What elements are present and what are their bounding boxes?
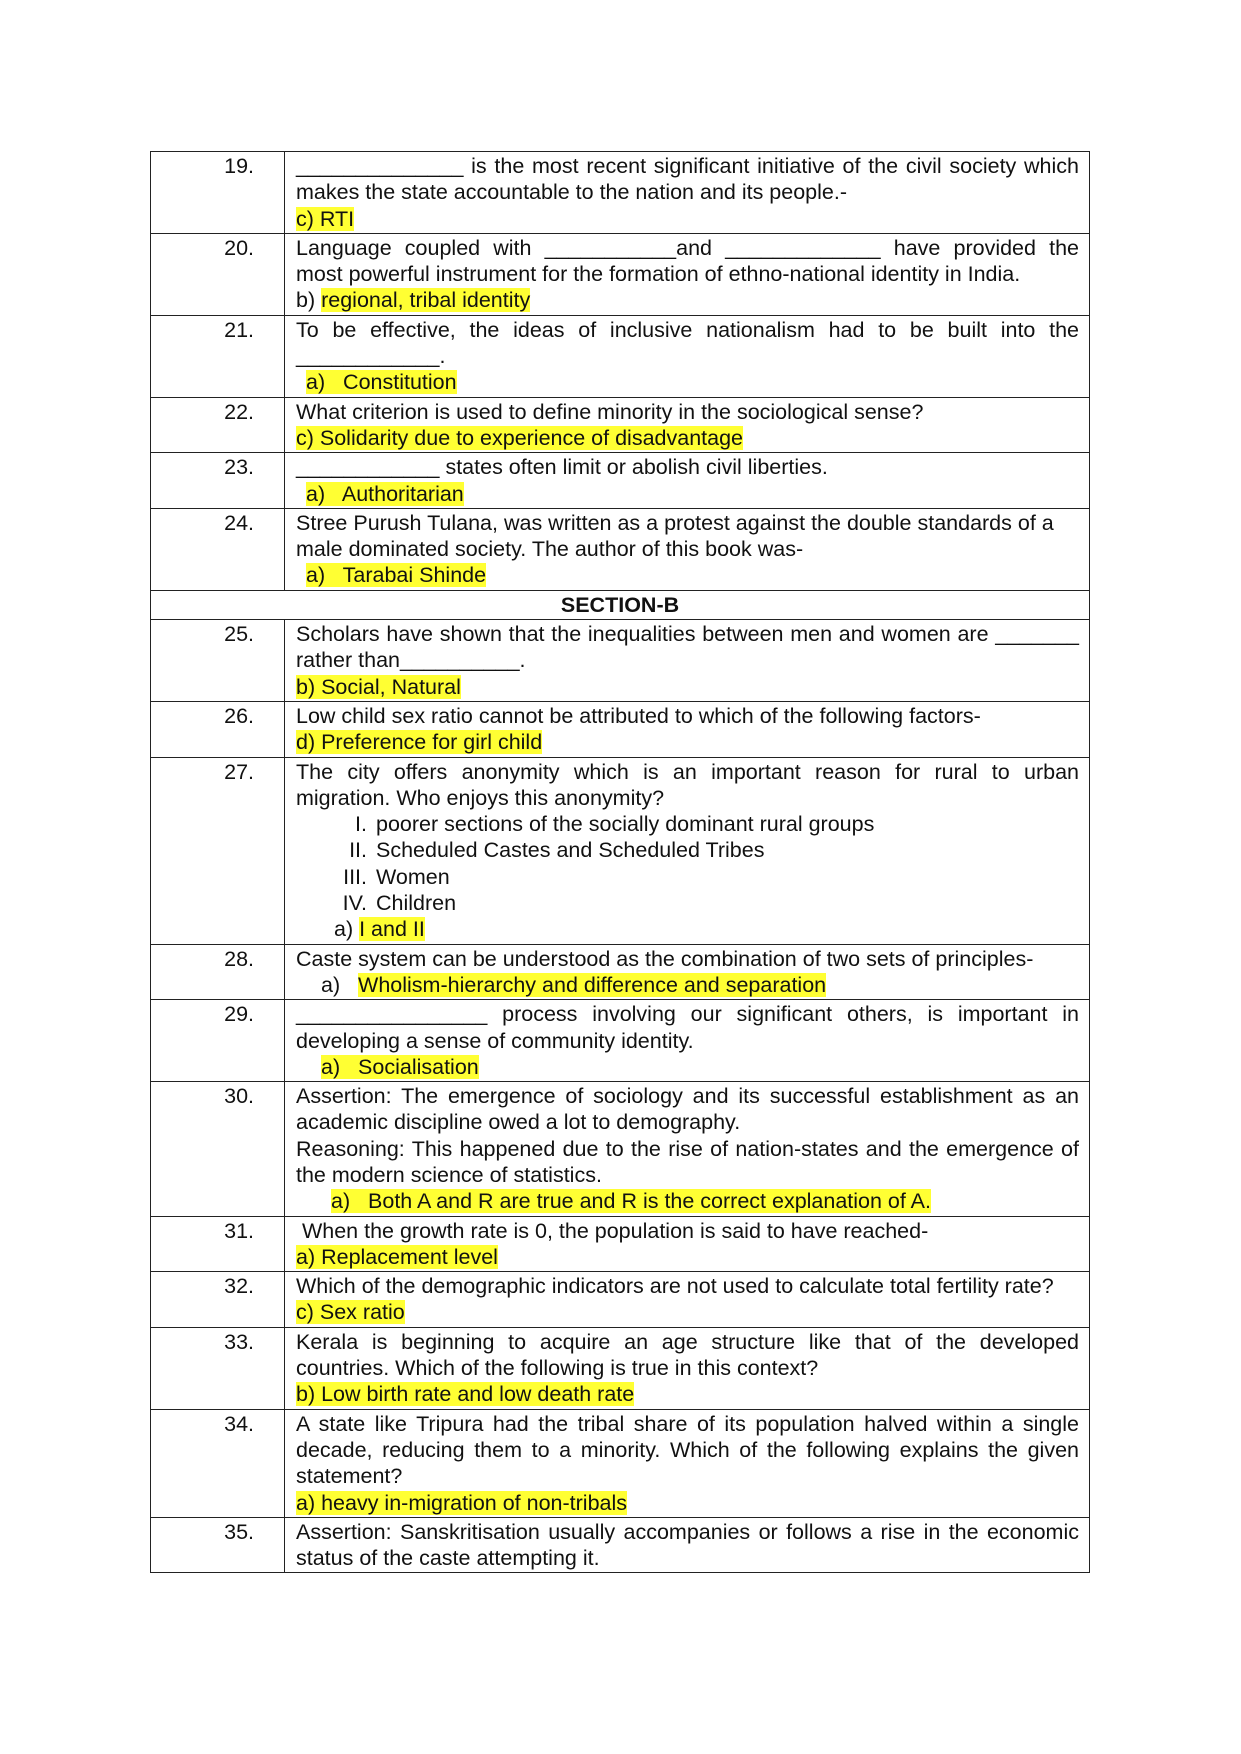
answer-prefix: b): [296, 288, 322, 313]
question-text: Language coupled with ___________and _____________ have provided the most powerful instrument for the formation of ethno-national identity in India.: [296, 235, 1079, 287]
option-numeral: IV.: [342, 891, 367, 916]
question-cell: [285, 757, 1090, 944]
answer-highlight: I and II: [359, 917, 425, 942]
answer-highlight: a) Constitution: [306, 370, 457, 395]
answer-prefix: a): [334, 917, 360, 942]
question-cell: [285, 701, 1090, 757]
question-cell: [285, 944, 1090, 1000]
question-text: Kerala is beginning to acquire an age structure like that of the developed countries. Which of the following is true in this context?: [296, 1329, 1079, 1381]
question-cell: [285, 233, 1090, 315]
question-text: What criterion is used to define minority in the sociological sense?: [296, 399, 924, 424]
reasoning-text: Reasoning: This happened due to the rise of nation-states and the emergence of the modern science of statistics.: [296, 1136, 1079, 1187]
question-number: 20.: [151, 233, 285, 315]
answer-highlight: regional, tribal identity: [321, 288, 531, 313]
question-cell: [285, 1409, 1090, 1517]
option-numeral: II.: [349, 838, 367, 863]
option-text: Women: [376, 864, 450, 889]
option-text: poorer sections of the socially dominant rural groups: [376, 812, 875, 837]
answer-highlight: Wholism-hierarchy and difference and separation: [358, 972, 827, 997]
question-number: 30.: [151, 1082, 285, 1216]
question-number: 33.: [151, 1327, 285, 1409]
answer-highlight: c) Sex ratio: [296, 1300, 405, 1325]
question-number: 32.: [151, 1272, 285, 1328]
question-text: To be effective, the ideas of inclusive nationalism had to be built into the ____________.: [296, 317, 1079, 369]
option-text: Children: [376, 891, 457, 916]
question-cell: [285, 1082, 1090, 1216]
answer-highlight: c) RTI: [296, 206, 355, 231]
question-answer-table: [150, 151, 1090, 1573]
option-item: [296, 864, 1079, 890]
question-number: 29.: [151, 1000, 285, 1082]
question-text: Stree Purush Tulana, was written as a protest against the double standards of a male dominated society. The author of this book was-: [296, 510, 1054, 562]
question-text: The city offers anonymity which is an important reason for rural to urban migration. Who enjoys this anonymity?: [296, 759, 1079, 810]
question-text: Caste system can be understood as the combination of two sets of principles-: [296, 946, 1034, 971]
answer-highlight: c) Solidarity due to experience of disadvantage: [296, 425, 743, 450]
question-number: 22.: [151, 397, 285, 453]
question-number: 26.: [151, 701, 285, 757]
question-number: 23.: [151, 453, 285, 509]
table-row: [151, 508, 1090, 590]
question-cell: [285, 1272, 1090, 1328]
table-row: [151, 1082, 1090, 1216]
option-item: [296, 837, 1079, 863]
answer-highlight: a) heavy in-migration of non-tribals: [296, 1490, 628, 1515]
table-row: [151, 944, 1090, 1000]
answer-highlight: a) Tarabai Shinde: [306, 563, 487, 588]
answer-highlight: a) Replacement level: [296, 1244, 498, 1269]
table-row: [151, 233, 1090, 315]
question-text: Assertion: Sanskritisation usually accompanies or follows a rise in the economic status of the caste attempting it.: [296, 1519, 1079, 1571]
answer-highlight: b) Social, Natural: [296, 674, 461, 699]
question-text: ____________ states often limit or abolish civil liberties.: [296, 455, 828, 480]
table-row: [151, 1000, 1090, 1082]
table-row: [151, 1517, 1090, 1573]
answer-prefix: a): [321, 972, 359, 997]
table-row: [151, 1327, 1090, 1409]
question-text: Which of the demographic indicators are not used to calculate total fertility rate?: [296, 1274, 1054, 1299]
answer-highlight: d) Preference for girl child: [296, 730, 543, 755]
question-text: ______________ is the most recent significant initiative of the civil society which makes the state accountable to the nation and its people.-: [296, 154, 1079, 205]
option-item: [296, 811, 1079, 837]
answer-highlight: a) Both A and R are true and R is the correct explanation of A.: [331, 1189, 931, 1214]
question-number: 19.: [151, 152, 285, 234]
question-cell: [285, 397, 1090, 453]
table-row: [151, 315, 1090, 397]
assertion-text: Assertion: The emergence of sociology and its successful establishment as an academic discipline owed a lot to demography.: [296, 1084, 1079, 1135]
question-number: 31.: [151, 1216, 285, 1272]
section-header-row: [151, 590, 1090, 619]
option-numeral: III.: [343, 864, 367, 889]
question-cell: [285, 1216, 1090, 1272]
table-row: [151, 1409, 1090, 1517]
question-text: Low child sex ratio cannot be attributed to which of the following factors-: [296, 703, 981, 728]
question-text: A state like Tripura had the tribal share of its population halved within a single decade, reducing them to a minority. Which of the following explains the given statement?: [296, 1411, 1079, 1489]
question-text: ________________ process involving our significant others, is important in developing a sense of community identity.: [296, 1002, 1079, 1053]
question-number: 24.: [151, 508, 285, 590]
question-text: When the growth rate is 0, the population is said to have reached-: [296, 1218, 929, 1243]
question-number: 35.: [151, 1517, 285, 1573]
question-number: 21.: [151, 315, 285, 397]
question-cell: [285, 315, 1090, 397]
table-row: [151, 701, 1090, 757]
table-row: [151, 1272, 1090, 1328]
option-text: Scheduled Castes and Scheduled Tribes: [376, 838, 765, 863]
table-row: [151, 620, 1090, 702]
question-number: 28.: [151, 944, 285, 1000]
answer-highlight: a) Socialisation: [321, 1054, 479, 1079]
answer-highlight: a) Authoritarian: [306, 481, 464, 506]
table-row: [151, 757, 1090, 944]
question-cell: [285, 453, 1090, 509]
question-cell: [285, 508, 1090, 590]
table-row: [151, 1216, 1090, 1272]
section-title: SECTION-B: [151, 590, 1090, 619]
option-item: [296, 890, 1079, 916]
answer-highlight: b) Low birth rate and low death rate: [296, 1382, 635, 1407]
question-cell: [285, 1327, 1090, 1409]
question-text: Scholars have shown that the inequalities between men and women are _______ rather than__________.: [296, 622, 1079, 673]
question-cell: [285, 620, 1090, 702]
table-row: [151, 397, 1090, 453]
question-cell: [285, 1000, 1090, 1082]
question-cell: [285, 1517, 1090, 1573]
option-numeral: I.: [355, 812, 367, 837]
question-number: 34.: [151, 1409, 285, 1517]
table-row: [151, 152, 1090, 234]
question-cell: [285, 152, 1090, 234]
table-row: [151, 453, 1090, 509]
question-number: 25.: [151, 620, 285, 702]
question-number: 27.: [151, 757, 285, 944]
